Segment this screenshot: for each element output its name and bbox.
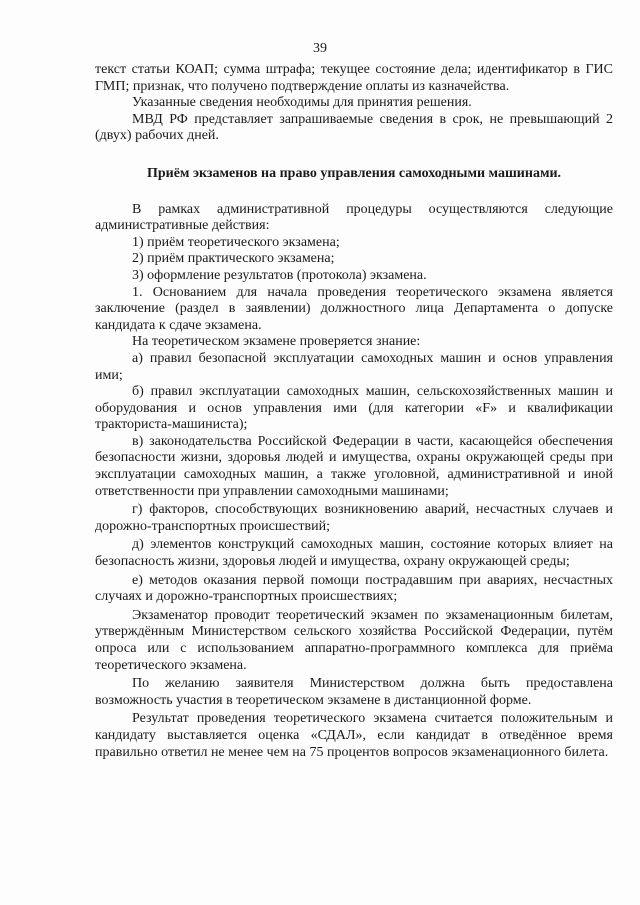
- list-item: г) факторов, способствующих возникновению аварий, несчастных случаев и дорожно-транспортных происшествий;: [95, 502, 613, 534]
- paragraph: По желанию заявителя Министерством должна быть предоставлена возможность участия в теоретическом экзамене в дистанционной форме.: [95, 676, 613, 708]
- paragraph: Экзаменатор проводит теоретический экзамен по экзаменационным билетам, утверждённым Министерством сельского хозяйства Российской Федерации, путём опроса или с использованием аппаратно-программного комплекса для приёма теоретического экзамена.: [95, 607, 613, 673]
- list-item: в) законодательства Российской Федерации в части, касающейся обеспечения безопасности жизни, здоровья людей и имущества, охраны окружающей среды при эксплуатации самоходных машин, а также уголовной, административной и иной ответственности при управлении самоходными машинами;: [95, 433, 613, 499]
- paragraph: Результат проведения теоретического экзамена считается положительным и кандидату выставляется оценка «СДАЛ», если кандидат в отведённое время правильно ответил не менее чем на 75 процентов вопросов экзаменационного билета.: [95, 711, 613, 760]
- list-item: д) элементов конструкций самоходных машин, состояние которых влияет на безопасность жизни, здоровья людей и имущества, охрану окружающей среды;: [95, 537, 613, 570]
- list-item: а) правил безопасной эксплуатации самоходных машин и основ управления ими;: [95, 350, 613, 383]
- list-item: б) правил эксплуатации самоходных машин, сельскохозяйственных машин и оборудования и основ управления ими (для категории «F» и квалификации тракториста-машиниста);: [95, 384, 613, 433]
- paragraph: 1. Основанием для начала проведения теоретического экзамена является заключение (раздел в заявлении) должностного лица Департамента о допуске кандидата к сдаче экзамена.: [95, 284, 613, 333]
- paragraph: текст статьи КОАП; сумма штрафа; текущее состояние дела; идентификатор в ГИС ГМП; признак, что получено подтверждение оплаты из казначейства.: [95, 62, 613, 94]
- page-number: 39: [313, 41, 327, 56]
- document-body: [95, 62, 613, 761]
- list-item: е) методов оказания первой помощи пострадавшим при авариях, несчастных случаях и дорожно-транспортных происшествиях;: [95, 572, 613, 605]
- list-item: 2) приём практического экзамена;: [132, 251, 335, 267]
- paragraph: На теоретическом экзамене проверяется знание:: [132, 334, 421, 350]
- paragraph: Указанные сведения необходимы для принятия решения.: [132, 95, 472, 111]
- paragraph: В рамках административной процедуры осуществляются следующие административные действия:: [95, 201, 613, 234]
- section-heading: Приём экзаменов на право управления самоходными машинами.: [146, 165, 562, 181]
- list-item: 3) оформление результатов (протокола) экзамена.: [132, 267, 427, 283]
- paragraph: МВД РФ представляет запрашиваемые сведения в срок, не превышающий 2 (двух) рабочих дней.: [95, 111, 613, 144]
- list-item: 1) приём теоретического экзамена;: [132, 234, 340, 250]
